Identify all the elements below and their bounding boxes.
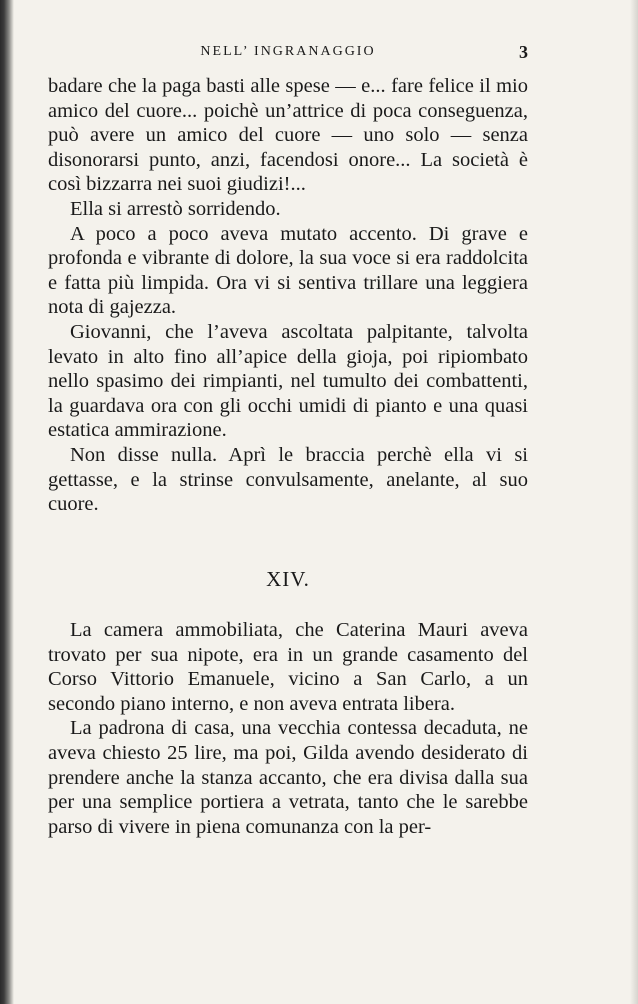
page-header — [48, 44, 528, 68]
running-head: NELL’ INGRANAGGIO — [200, 44, 376, 59]
paragraph: Ella si arrestò sorridendo. — [70, 197, 281, 220]
page-number: 3 — [519, 42, 528, 62]
paragraph-continuation: badare che la paga basti alle spese — e... fare felice il mio amico del cuore... poichè un’attrice di poca conseguenza, può avere un amico del cuore — uno solo — senza disonorarsi punto, anzi, facendosi onore... La società è così bizzarra nei suoi giudizi!... — [48, 75, 528, 196]
paragraph: La camera ammobiliata, che Caterina Mauri aveva trovato per sua nipote, era in un grande casamento del Corso Vittorio Emanuele, vicino a San Carlo, a un secondo piano interno, e non aveva entrata libera. — [48, 619, 528, 715]
text-after-chapter — [48, 618, 528, 839]
page-binding-shadow — [0, 0, 14, 1004]
paragraph: La padrona di casa, una vecchia contessa decaduta, ne aveva chiesto 25 lire, ma poi, Gilda avendo desiderato di prendere anche la stanza accanto, che era divisa dalla sua per una semplice portiera a vetrata, tanto che le sarebbe parso di vivere in piena comunanza con la per- — [48, 717, 528, 838]
paragraph: Giovanni, che l’aveva ascoltata palpitante, talvolta levato in alto fino all’apice della gioja, poi ripiombato nello spasimo dei rimpianti, nel tumulto dei combattenti, la guardava ora con gli occhi umidi di pianto e una quasi estatica ammirazione. — [48, 320, 528, 442]
chapter-heading: XIV. — [266, 567, 310, 591]
text-before-chapter — [48, 74, 528, 517]
paragraph: Non disse nulla. Aprì le braccia perchè ella vi si gettasse, e la strinse convulsamente, anelante, al suo cuore. — [48, 443, 528, 516]
paragraph: A poco a poco aveva mutato accento. Di grave e profonda e vibrante di dolore, la sua voce si era raddolcita e fatta più limpida. Ora vi si sentiva trillare una leggiera nota di gajezza. — [48, 222, 528, 319]
page-edge-shadow — [630, 0, 638, 1004]
